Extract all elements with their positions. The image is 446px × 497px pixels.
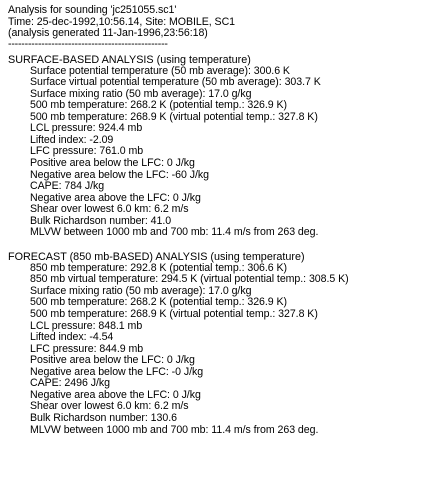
surface-value-line: Lifted index: -2.09 (30, 133, 114, 146)
surface-value-line: Bulk Richardson number: 41.0 (30, 214, 172, 227)
header-divider: ------------------------------------------------ (8, 39, 168, 48)
forecast-value-line: 850 mb temperature: 292.8 K (potential temp.: 306.6 K) (30, 261, 287, 274)
forecast-analysis-values (8, 263, 440, 436)
forecast-value-line: CAPE: 2496 J/kg (30, 377, 110, 390)
forecast-value-line: Shear over lowest 6.0 km: 6.2 m/s (30, 400, 189, 413)
analysis-time-site: Time: 25-dec-1992,10:56.14, Site: MOBILE, SC1 (8, 15, 236, 28)
surface-value-line: Positive area below the LFC: 0 J/kg (30, 157, 195, 170)
surface-value-line: LCL pressure: 924.4 mb (30, 122, 143, 135)
forecast-value-line: MLVW between 1000 mb and 700 mb: 11.4 m/s from 263 deg. (30, 423, 319, 436)
surface-value-line: 500 mb temperature: 268.2 K (potential temp.: 326.9 K) (30, 99, 287, 112)
surface-value-line: Shear over lowest 6.0 km: 6.2 m/s (30, 203, 189, 216)
forecast-value-line: Negative area above the LFC: 0 J/kg (30, 388, 201, 401)
forecast-value-line: LFC pressure: 844.9 mb (30, 342, 144, 355)
spacer (8, 239, 440, 251)
analysis-generated-date: (analysis generated 11-Jan-1996,23:56:18) (8, 27, 208, 40)
surface-analysis-values (8, 66, 440, 239)
surface-value-line: Negative area below the LFC: -60 J/kg (30, 168, 209, 181)
forecast-value-line: Surface mixing ratio (50 mb average): 17.0 g/kg (30, 284, 252, 297)
surface-value-line: Surface virtual potential temperature (50 mb average): 303.7 K (30, 76, 321, 89)
forecast-value-line: Negative area below the LFC: -0 J/kg (30, 365, 204, 378)
surface-analysis-heading: SURFACE-BASED ANALYSIS (using temperature) (8, 53, 251, 66)
sounding-analysis-document (8, 5, 440, 436)
forecast-value-line: Lifted index: -4.54 (30, 331, 114, 344)
forecast-value-line: Bulk Richardson number: 130.6 (30, 411, 177, 424)
surface-value-line: Surface mixing ratio (50 mb average): 17.0 g/kg (30, 87, 252, 100)
surface-value-line: 500 mb temperature: 268.9 K (virtual potential temp.: 327.8 K) (30, 110, 318, 123)
forecast-value-line: 850 mb virtual temperature: 294.5 K (virtual potential temp.: 308.5 K) (30, 273, 349, 286)
forecast-analysis-heading: FORECAST (850 mb-BASED) ANALYSIS (using temperature) (8, 250, 305, 263)
surface-value-line: MLVW between 1000 mb and 700 mb: 11.4 m/s from 263 deg. (30, 226, 319, 239)
surface-value-line: CAPE: 784 J/kg (30, 180, 105, 193)
forecast-value-line: LCL pressure: 848.1 mb (30, 319, 143, 332)
forecast-value-line: Positive area below the LFC: 0 J/kg (30, 354, 195, 367)
forecast-value-line: 500 mb temperature: 268.9 K (virtual potential temp.: 327.8 K) (30, 308, 318, 321)
surface-value-line: Negative area above the LFC: 0 J/kg (30, 191, 201, 204)
surface-value-line: Surface potential temperature (50 mb average): 300.6 K (30, 64, 290, 77)
forecast-value-line: 500 mb temperature: 268.2 K (potential temp.: 326.9 K) (30, 296, 287, 309)
surface-value-line: LFC pressure: 761.0 mb (30, 145, 144, 158)
analysis-title: Analysis for sounding 'jc251055.sc1' (8, 4, 177, 16)
